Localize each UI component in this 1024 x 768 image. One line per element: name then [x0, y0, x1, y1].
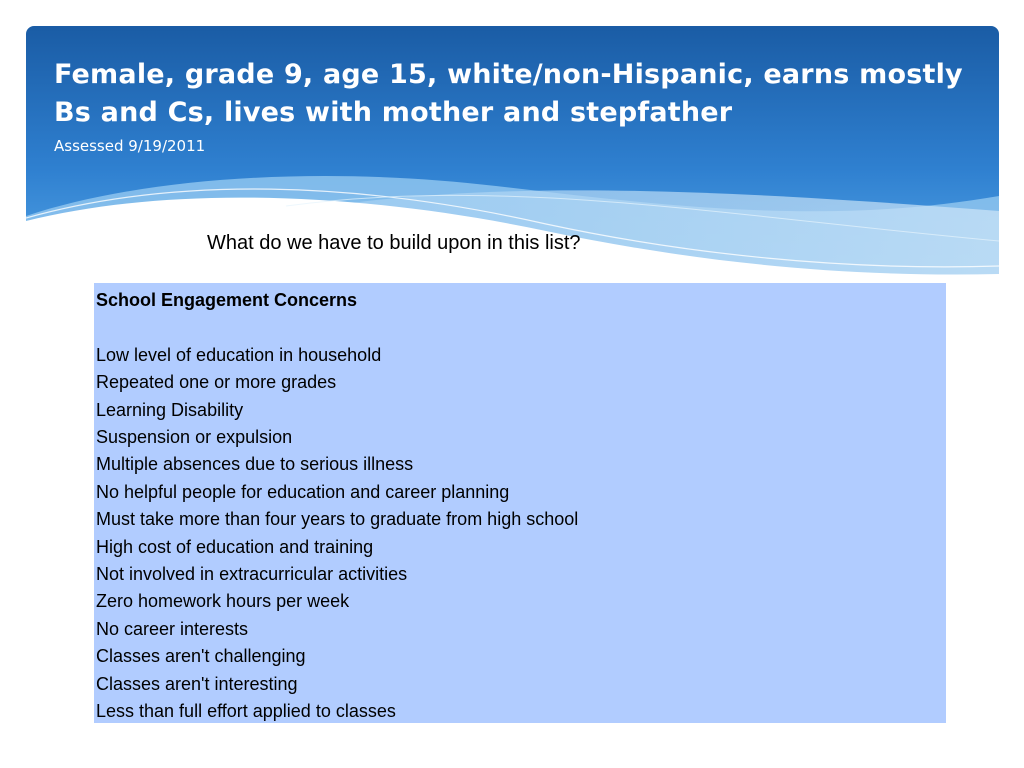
concern-item: High cost of education and training: [96, 536, 374, 557]
concerns-list: [96, 342, 944, 726]
concern-item: Must take more than four years to graduate from high school: [96, 509, 579, 530]
concern-item: Learning Disability: [96, 399, 244, 420]
concerns-box: [94, 283, 946, 723]
slide-subtitle: Assessed 9/19/2011: [54, 137, 206, 155]
concern-item: Classes aren't interesting: [96, 673, 298, 694]
concern-item: No career interests: [96, 618, 249, 639]
concern-item: Less than full effort applied to classes: [96, 701, 396, 722]
concern-item: Not involved in extracurricular activities: [96, 564, 408, 585]
concern-item: Zero homework hours per week: [96, 591, 350, 612]
concerns-spacer: [96, 314, 944, 341]
concern-item: Repeated one or more grades: [96, 372, 337, 393]
concern-item: Suspension or expulsion: [96, 427, 293, 448]
concern-item: Multiple absences due to serious illness: [96, 454, 414, 475]
slide-title: Female, grade 9, age 15, white/non-Hispanic, earns mostly Bs and Cs, lives with mother and stepfather: [54, 59, 963, 128]
prompt-question: What do we have to build upon in this list?: [207, 232, 581, 254]
concern-item: No helpful people for education and career planning: [96, 481, 510, 502]
concerns-heading: School Engagement Concerns: [96, 290, 358, 310]
concern-item: Classes aren't challenging: [96, 646, 306, 667]
concern-item: Low level of education in household: [96, 344, 382, 365]
